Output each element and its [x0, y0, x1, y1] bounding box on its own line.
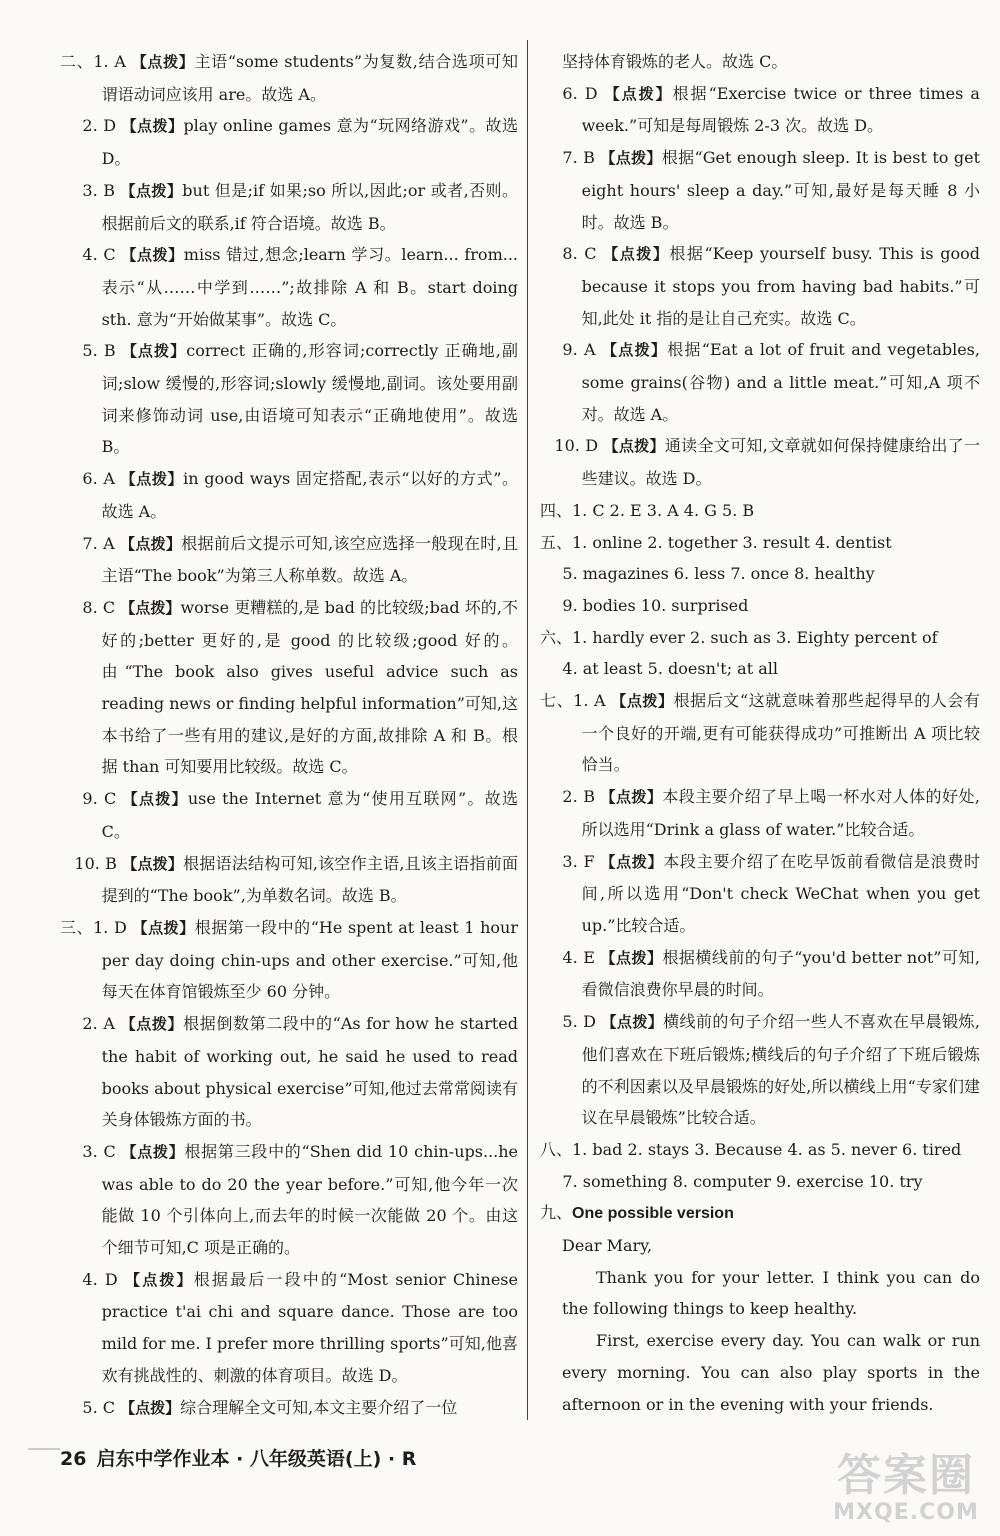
item-text: 本段主要介绍了在吃早饭前看微信是浪费时间,所以选用“Don't check WeChat when you get up.”比较合适。 — [581, 851, 980, 935]
item-text: miss 错过,想念;learn 学习。learn... from...表示“从……中学到……”;故排除 A 和 B。start doing sth. 意为“开始做某事”。故选 C。 — [101, 245, 518, 329]
item-number: 4. C — [82, 245, 116, 265]
item-text: but 但是;if 如果;so 所以,因此;or 或者,否则。根据前后文的联系,if 符合语境。故选 B。 — [101, 180, 518, 233]
item-text: 7. something 8. computer 9. exercise 10. try — [562, 1171, 923, 1191]
hint-tag: 【点拨】 — [603, 437, 665, 456]
item-text: 根据“Eat a lot of fruit and vegetables, some grains(谷物) and a little meat.”可知,A 项不对。故选 A。 — [581, 340, 980, 424]
page-number: 26 — [60, 1448, 87, 1470]
hint-tag: 【点拨】 — [122, 854, 184, 873]
item-number: 4. D — [82, 1269, 118, 1289]
answer-item-6 — [60, 528, 518, 592]
item-text: 根据前后文提示可知,该空应选择一般现在时,且主语“The book”为第三人称单数。故选 A。 — [101, 533, 518, 586]
answer-item-9 — [60, 848, 518, 912]
item-text: 根据“Get enough sleep. It is best to get eight hours' sleep a day.”可知,最好是每天睡 8 小时。故选 B。 — [581, 148, 980, 232]
hint-tag: 【点拨】 — [600, 788, 663, 807]
item-text: 根据第一段中的“He spent at least 1 hour per day doing chin-ups and other exercise.”可知,他每天在体育馆锻炼至少 60 分钟。 — [101, 917, 518, 1002]
answer-item-right-5 — [540, 430, 980, 494]
answer-item-seven-2 — [540, 846, 980, 942]
answer-line-2 — [540, 558, 980, 590]
item-text: 六、1. hardly ever 2. such as 3. Eighty percent of — [540, 627, 938, 647]
item-number: 6. A — [82, 469, 115, 489]
watermark — [826, 1452, 986, 1532]
page-footer — [60, 1444, 416, 1471]
book-title: 启东中学作业本 · 八年级英语(上) · R — [96, 1448, 417, 1470]
item-number: 七、1. A — [540, 691, 606, 711]
hint-tag: 【点拨】 — [120, 1398, 181, 1417]
answer-line-0 — [540, 495, 980, 527]
hint-tag: 【点拨】 — [121, 1142, 185, 1161]
hint-tag: 【点拨】 — [121, 246, 184, 265]
answer-item-seven-3 — [540, 942, 980, 1006]
item-text: 根据语法结构可知,该空作主语,且该主语指前面提到的“The book”,为单数名词。故选 B。 — [101, 853, 518, 906]
item-text: correct 正确的,形容词;correctly 正确地,副词;slow 缓慢的,形容词;slowly 缓慢地,副词。该处要用副词来修饰动词 use,由语境可知表示“正确地使用”。故选 B。 — [101, 341, 518, 457]
hint-tag: 【点拨】 — [120, 534, 182, 553]
answer-line-3 — [540, 590, 980, 622]
item-text: 通读全文可知,文章就如何保持健康给出了一些建议。故选 D。 — [581, 436, 981, 489]
item-number: 3. F — [562, 851, 595, 871]
item-text: use the Internet 意为“使用互联网”。故选 C。 — [101, 789, 519, 841]
essay-paragraph: First, exercise every day. You can walk or run every morning. You can also play sports in the afternoon or in the evening with your friends. — [562, 1331, 980, 1414]
answer-item-12 — [60, 1136, 518, 1264]
hint-tag: 【点拨】 — [120, 1015, 184, 1034]
left-column — [60, 46, 518, 1424]
item-number: 6. D — [562, 83, 598, 103]
answer-item-13 — [60, 1264, 518, 1392]
item-number: 4. E — [562, 947, 595, 967]
item-number: 9. C — [82, 789, 117, 809]
answer-item-seven-1 — [540, 781, 980, 845]
answer-line-1 — [540, 527, 980, 559]
answer-item-1 — [60, 110, 518, 174]
hint-tag: 【点拨】 — [120, 181, 183, 200]
hint-tag: 【点拨】 — [602, 341, 668, 360]
item-number: 2. D — [82, 116, 117, 136]
right-column — [540, 46, 980, 1420]
item-number: 2. B — [562, 787, 595, 807]
item-text: 横线前的句子介绍一些人不喜欢在早晨锻炼,他们喜欢在下班后锻炼;横线后的句子介绍了下班后锻炼的不利因素以及早晨锻炼的好处,所以横线上用“专家们建议在早晨锻炼”比较合适。 — [581, 1012, 980, 1128]
answer-item-seven-4 — [540, 1006, 980, 1134]
item-number: 二、1. A — [60, 52, 126, 71]
answer-item-5 — [60, 463, 518, 527]
item-number: 5. B — [82, 341, 116, 361]
item-text: 五、1. online 2. together 3. result 4. dentist — [540, 532, 892, 552]
answer-item-2 — [60, 175, 518, 239]
hint-tag: 【点拨】 — [132, 918, 195, 937]
hint-tag: 【点拨】 — [611, 692, 674, 711]
item-number: 8. C — [562, 244, 597, 264]
item-text: 根据“Keep yourself busy. This is good because it stops you from having bad habits.”可知,此处 it 指的是让自己充实。故选 C。 — [581, 244, 980, 328]
footer-decoration — [28, 1436, 60, 1450]
hint-tag: 【点拨】 — [121, 117, 184, 136]
hint-tag: 【点拨】 — [600, 948, 663, 967]
item-text: 八、1. bad 2. stays 3. Because 4. as 5. never 6. tired — [540, 1139, 962, 1159]
hint-tag: 【点拨】 — [600, 149, 662, 168]
hint-tag: 【点拨】 — [600, 852, 664, 871]
answer-item-right-4 — [540, 334, 980, 430]
hint-tag: 【点拨】 — [122, 790, 188, 809]
item-number: 10. B — [74, 853, 117, 873]
answer-item-right-3 — [540, 238, 980, 334]
answer-item-14 — [60, 1392, 518, 1425]
item-text: 5. magazines 6. less 7. once 8. healthy — [562, 564, 875, 584]
item-number: 10. D — [554, 436, 599, 456]
answer-item-right-2 — [540, 142, 980, 238]
answer-line-eight-0 — [540, 1134, 980, 1166]
hint-tag: 【点拨】 — [120, 470, 184, 489]
item-text: in good ways 固定搭配,表示“以好的方式”。故选 A。 — [101, 469, 518, 521]
hint-tag: 【点拨】 — [120, 598, 181, 617]
essay-heading: 九、One possible version — [540, 1203, 734, 1223]
answer-line-4 — [540, 622, 980, 654]
item-number: 7. A — [82, 533, 115, 553]
item-number: 3. C — [82, 1141, 116, 1161]
answer-item-right-0 — [540, 46, 980, 78]
essay-paragraph: Thank you for your letter. I think you can do the following things to keep healthy. — [562, 1267, 980, 1319]
item-text: 根据倒数第二段中的“As for how he started the habit of working out, he said he used to read books about physical exercise”可知,他过去常常阅读有关身体锻炼方面的书。 — [101, 1014, 518, 1130]
answer-item-8 — [60, 783, 518, 847]
watermark-logo: 答案圈 — [837, 1450, 975, 1501]
item-text: 根据横线前的句子“you'd better not”可知,看微信浪费你早晨的时间。 — [581, 947, 980, 1000]
item-number: 三、1. D — [60, 917, 127, 937]
hint-tag: 【点拨】 — [131, 53, 195, 71]
item-text: 根据后文“这就意味着那些起得早的人会有一个良好的开端,更有可能获得成功”可推断出 A 项比较恰当。 — [581, 691, 980, 775]
answer-item-seven-0 — [540, 685, 980, 781]
item-number: 2. A — [82, 1014, 115, 1034]
item-number: 9. A — [562, 340, 596, 360]
item-text: 根据“Exercise twice or three times a week.”可知是每周锻炼 2-3 次。故选 D。 — [581, 83, 980, 136]
hint-tag: 【点拨】 — [601, 1013, 664, 1032]
item-text: 根据第三段中的“Shen did 10 chin-ups...he was able to do 20 the year before.”可知,他今年一次能做 10 个引体向上,而去年的时候一次能做 20 个。由这个细节可知,C 项是正确的。 — [101, 1141, 519, 1258]
item-number: 3. B — [82, 180, 115, 200]
essay-greeting: Dear Mary, — [562, 1236, 653, 1256]
item-text: worse 更糟糕的,是 bad 的比较级;bad 坏的,不好的;better 更好的,是 good 的比较级;good 好的。由“The book also gives useful advice such as reading news or finding helpful information”可知,这本书给了一些有用的建议,是好的方面,故排除 A 和 B。根据 than 可知要用比较级。故选 C。 — [101, 597, 518, 777]
answer-line-eight-1 — [540, 1166, 980, 1198]
item-text: 主语“some students”为复数,结合选项可知谓语动词应该用 are。故选 A。 — [101, 52, 518, 104]
answer-item-0 — [60, 46, 518, 110]
hint-tag: 【点拨】 — [604, 84, 673, 103]
answer-item-right-1 — [540, 78, 980, 142]
answer-line-5 — [540, 653, 980, 685]
item-text: 9. bodies 10. surprised — [562, 595, 749, 615]
item-text: 四、1. C 2. E 3. A 4. G 5. B — [540, 500, 755, 520]
item-text: 4. at least 5. doesn't; at all — [562, 659, 779, 679]
answer-item-7 — [60, 592, 518, 783]
hint-tag: 【点拨】 — [603, 245, 670, 264]
item-text: 根据最后一段中的“Most senior Chinese practice t'ai chi and square dance. Those are too mild for me. I prefer more thrilling sports”可知,他喜欢有挑战性的、刺激的体育项目。故选 D。 — [101, 1269, 518, 1385]
answer-item-3 — [60, 239, 518, 335]
answer-item-10 — [60, 912, 518, 1008]
item-text: play online games 意为“玩网络游戏”。故选 D。 — [101, 116, 518, 169]
item-number: 8. C — [82, 597, 116, 617]
hint-tag: 【点拨】 — [121, 342, 187, 361]
item-text: 坚持体育锻炼的老人。故选 C。 — [562, 52, 788, 71]
column-divider — [527, 40, 528, 1420]
item-text: 综合理解全文可知,本文主要介绍了一位 — [180, 1397, 458, 1417]
item-number: 7. B — [562, 148, 595, 168]
watermark-site: MXQE.COM — [833, 1500, 979, 1525]
item-number: 5. D — [562, 1012, 596, 1032]
answer-item-4 — [60, 335, 518, 463]
item-text: 本段主要介绍了早上喝一杯水对人体的好处,所以选用“Drink a glass of water.”比较合适。 — [581, 787, 980, 839]
answer-item-11 — [60, 1008, 518, 1136]
item-number: 5. C — [82, 1397, 115, 1417]
hint-tag: 【点拨】 — [125, 1270, 194, 1289]
